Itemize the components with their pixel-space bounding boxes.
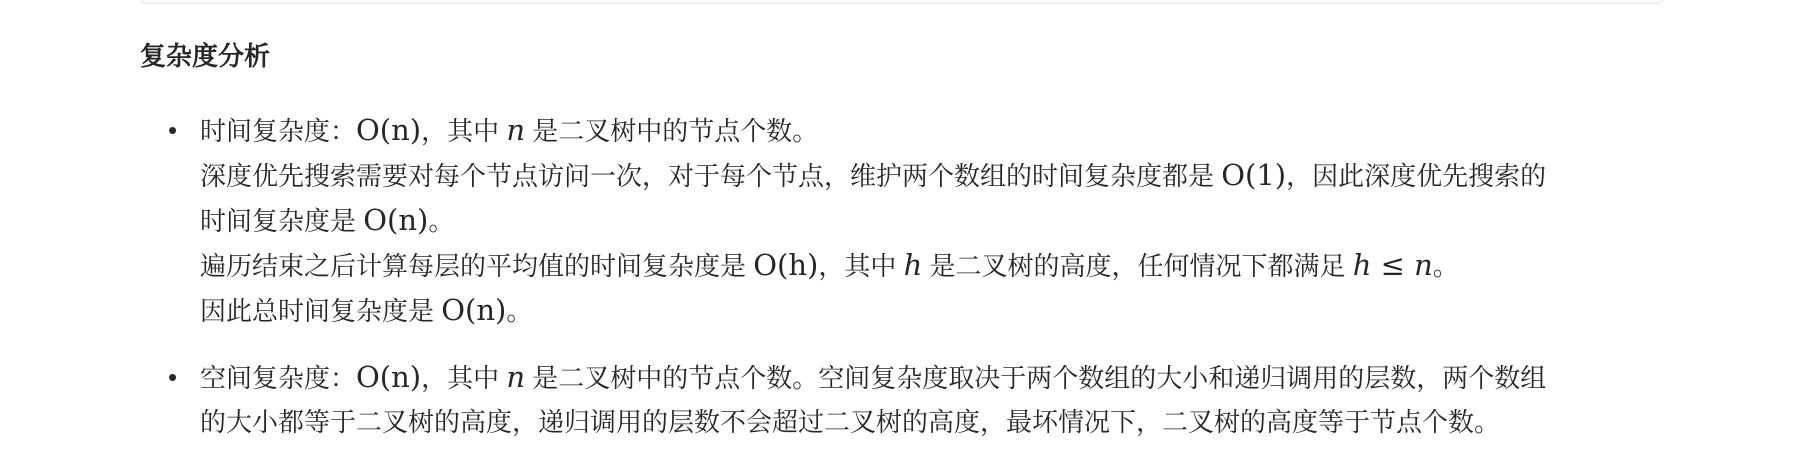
var-n: n — [506, 360, 526, 394]
text-segment: 是二叉树中的节点个数。空间复杂度取决于两个数组的大小和递归调用的层数，两个数组 — [525, 363, 1547, 393]
time-complexity-item — [168, 108, 1730, 333]
code-block-bottom-edge — [140, 0, 1664, 4]
math-oh: O(h) — [753, 248, 819, 282]
text-segment: 。 — [1432, 251, 1459, 281]
var-h: h — [903, 248, 923, 282]
math-o1: O(1) — [1221, 158, 1287, 192]
time-complexity-math: O(n) — [356, 113, 422, 147]
math-on-total: O(n) — [441, 293, 507, 327]
text-segment: 因此总时间复杂度是 — [200, 296, 442, 326]
text-segment: 。 — [506, 296, 533, 326]
text-segment: ，其中 — [421, 363, 507, 393]
time-line-4 — [200, 243, 1730, 288]
complexity-list — [140, 108, 1730, 466]
space-complexity-item — [168, 355, 1730, 444]
time-label: 时间复杂度： — [200, 116, 357, 146]
section-title: 复杂度分析 — [140, 41, 271, 71]
inequality-h-le-n: h ≤ n — [1352, 248, 1433, 282]
text-segment: 时间复杂度是 — [200, 206, 364, 236]
time-line-2 — [200, 153, 1730, 198]
text-segment: ，其中 — [421, 116, 507, 146]
space-line-1 — [200, 355, 1730, 400]
text-segment: 深度优先搜索需要对每个节点访问一次，对于每个节点，维护两个数组的时间复杂度都是 — [200, 161, 1222, 191]
time-line-5 — [200, 288, 1730, 333]
text-segment: ，因此深度优先搜索的 — [1286, 161, 1547, 191]
text-segment: 是二叉树的高度，任何情况下都满足 — [922, 251, 1353, 281]
space-label: 空间复杂度： — [200, 363, 357, 393]
text-segment: ，其中 — [818, 251, 904, 281]
space-line-2: 的大小都等于二叉树的高度，递归调用的层数不会超过二叉树的高度，最坏情况下，二叉树的高度等于节点个数。 — [200, 407, 1501, 437]
text-segment: 遍历结束之后计算每层的平均值的时间复杂度是 — [200, 251, 754, 281]
space-complexity-math: O(n) — [356, 360, 422, 394]
time-line-1 — [200, 108, 1730, 153]
text-segment: 。 — [428, 206, 455, 236]
time-line-3 — [200, 198, 1730, 243]
var-n: n — [506, 113, 526, 147]
math-on: O(n) — [363, 203, 429, 237]
text-segment: 是二叉树中的节点个数。 — [525, 116, 819, 146]
bullet: • — [168, 362, 178, 392]
bullet: • — [168, 115, 178, 145]
